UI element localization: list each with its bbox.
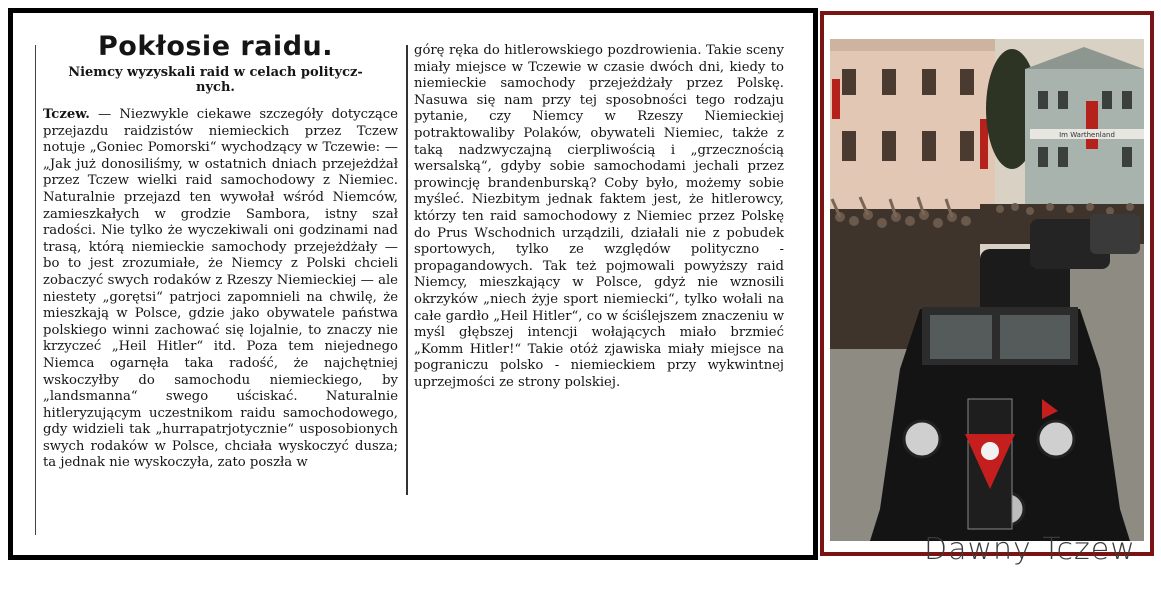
article-body-right: górę ręka do hitlerowskiego pozdrowienia. Takie sceny miały miejsce w Tczewie w czasie dwóch dni, kiedy to niemieckie samochody przejeżdżały przez Polskę. Nasuwa się nam przy tej sposobności tego rodzaju pytanie, czy Niemcy w Rzeszy Niemieckiej potraktowaliby Polaków, obywateli Niemiec, także z taką nadzwyczajną cierpliwością i „grzecznością wersalską“, gdyby sobie samochodami jechali przez prowincję brandenburską? Coby było, możemy sobie myśleć. Niezbitym jednak faktem jest, że hitlerowcy, którzy ten raid samochodowy z Niemiec przez Polskę do Prus Wschodnich urządzili, działali nie z pobudek sportowych, tylko ze względów polityczno - propagandowych. Tak też pojmowali powyższy raid Niemcy, mieszkający w Polsce, gdyż nie wznosili okrzyków „niech żyje sport niemiecki“, tylko wołali na całe gardło „Heil Hitler“, co w ściślejszem znaczeniu w myśl głębszej intencji wołających miało brzmieć „Komm Hitler!“ Takie otóż zjawiska miały miejsce na pograniczu polsko - niemieckiem przy wykwintnej uprzejmości ze strony polskiej. bbox=[414, 43, 784, 390]
article-subheadline: Niemcy wyzyskali raid w celach politycz- nych. bbox=[68, 65, 363, 95]
newspaper-clipping-frame bbox=[8, 8, 818, 560]
article-body-left: — Niezwykle ciekawe szczegóły dotyczące przejazdu raidzistów niemieckich przez Tczew notuje „Goniec Pomorski“ wychodzący w Tczewie: — „Jak już donosiliśmy, w ostatnich dniach przejeżdżał przez Tczew wielki raid samochodowy z Niemiec. Naturalnie przejazd ten wywołał wśród Niemców, zamieszkałych w grodzie Sambora, istny szał radości. Nie tylko że wyczekiwali oni godzinami nad trasą, którą niemieckie samochody przejeżdżały — bo to jest zrozumiałe, że Niemcy z Polski chcieli zobaczyć swych rodaków z Rzeszy Niemieckiej — ale niestety „gorętsi“ patrjoci zapomnieli na chwilę, że mieszkają w Polsce, gdzie jako obywatele państwa polskiego winni zachować się lojalnie, to znaczy nie krzyczeć „Heil Hitler“ itd. Poza tem niejednego Niemca ogarnęła taka radość, że najchętniej wskoczyłby do samochodu niemieckiego, by „landsmanna“ swego uściskać. Naturalnie hitleryzującym uczestnikom raidu samochodowego, gdy widzieli tak „hurrapatrjotycznie“ usposobionych swych rodaków w Polsce, chciała wyskoczyć dusza; ta jednak nie wyskoczyła, zato poszła w bbox=[43, 107, 398, 471]
photo-frame bbox=[820, 11, 1154, 556]
motor-rally-photo bbox=[830, 39, 1144, 541]
article-text-left bbox=[33, 107, 398, 472]
photo-banner-text: Im Warthenland bbox=[1059, 131, 1115, 139]
article-headline: Pokłosie raidu. bbox=[98, 31, 333, 62]
newspaper-clipping bbox=[33, 31, 785, 551]
article-lead: Tczew. bbox=[43, 107, 90, 122]
article-column-left bbox=[33, 31, 398, 472]
watermark-dawny-tczew: Dawny Tczew bbox=[924, 532, 1136, 567]
article-column-right bbox=[414, 43, 784, 391]
rally-street-scene-image bbox=[830, 39, 1144, 541]
column-rule-middle bbox=[406, 45, 408, 495]
